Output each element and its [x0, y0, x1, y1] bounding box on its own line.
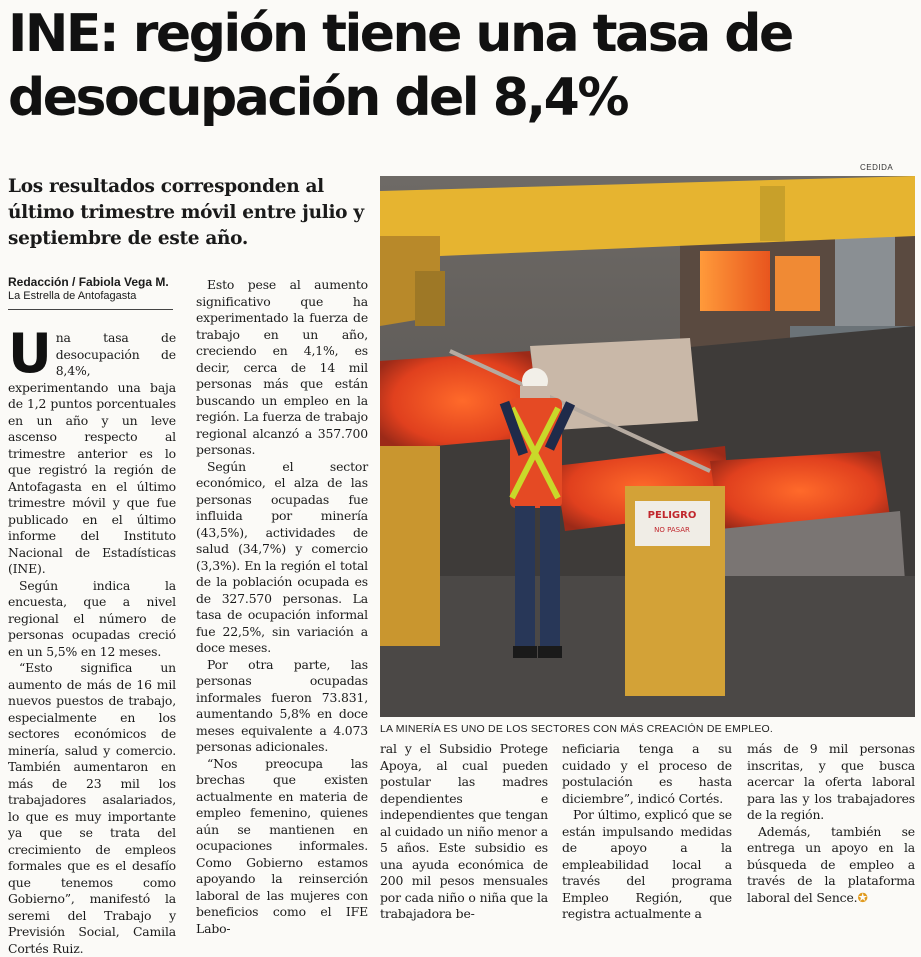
mining-photo [380, 176, 915, 717]
paragraph [8, 322, 176, 578]
paragraph: Por otra parte, las personas ocupadas informales fueron 73.831, aumentando 5,8% en doce meses equivalente a 4.073 personas adicionales. [196, 656, 368, 754]
photo-caption: LA MINERÍA ES UNO DE LOS SECTORES CON MÁS CREACIÓN DE EMPLEO. [380, 723, 774, 735]
paragraph: neficiaria tenga a su cuidado y el proceso de postulación es hasta diciembre”, indicó Cortés. [562, 741, 732, 806]
paragraph [747, 824, 915, 907]
photo-credit: CEDIDA [860, 163, 894, 172]
headline: INE: región tiene una tasa de desocupación del 8,4% [8, 4, 792, 128]
byline-block [8, 275, 178, 302]
paragraph: “Esto significa un aumento de más de 16 mil nuevos puestos de trabajo, especialmente en los sectores económicos de minería, salud y comercio. También aumentaron en más de 23 mil los trabajadores asalariados, lo que es muy importante ya que se trata del crecimiento de empleos formales que es el desafío que tenemos como Gobierno”, manifestó la seremi del Trabajo y Previsión Social, Camila Cortés Ruiz. [8, 660, 176, 956]
paragraph-text: na tasa de desocupación de 8,4%, experimentando una baja de 1,2 puntos porcentuales en un año y un leve ascenso respecto al trimestre anterior es lo que registró la región de Antofagasta en el último trimestre móvil y que fue publicado en el último informe del Instituto Nacional de Estadísticas (INE). [8, 330, 176, 576]
body-column-2 [196, 277, 368, 937]
danger-sign-line1: PELIGRO [647, 510, 697, 521]
paragraph: ral y el Subsidio Protege Apoya, al cual pueden postular las madres dependientes e independientes que tengan al cuidado un niño menor a 5 años. Este subsidio es una ayuda económica de 200 mil pesos mensuales por cada niño o niña que la trabajadora be- [380, 741, 548, 921]
paragraph: “Nos preocupa las brechas que existen actualmente en materia de empleo femenino, quienes aún se mantienen en ocupaciones informales. Como Gobierno estamos apoyando la reinserción laboral de las mujeres con beneficios como el IFE Labo- [196, 755, 368, 936]
byline-divider [8, 309, 173, 310]
body-column-1 [8, 322, 176, 957]
paragraph-text: Además, también se entrega un apoyo en la búsqueda de empleo a través de la plataforma laboral del Sence. [747, 823, 915, 905]
paragraph: Esto pese al aumento significativo que ha experimentado la fuerza de trabajo en un año, creciendo en 4,1%, es decir, cerca de 14 mil personas más que están buscando un empleo en la región. La fuerza de trabajo regional alcanzó a 357.700 personas. [196, 277, 368, 457]
body-column-4 [562, 741, 732, 923]
paragraph: Según el sector económico, el alza de las personas ocupadas fue influida por minería (43,5%), actividades de salud (34,7%) y comercio (3,3%). En la región el total de la población ocupada es de 327.570 personas. La tasa de ocupación informal fue 22,5%, sin variación a doce meses. [196, 458, 368, 655]
body-column-3 [380, 741, 548, 923]
drop-cap: U [8, 322, 52, 385]
paragraph: más de 9 mil personas inscritas, y que busca acercar la oferta laboral para las y los trabajadores de la región. [747, 741, 915, 822]
paragraph: Por último, explicó que se están impulsando medidas de apoyo a la empleabilidad local a través del programa Empleo Región, que registra actualmente a [562, 807, 732, 921]
end-mark-icon: ✪ [857, 889, 868, 905]
danger-sign-line2: NO PASAR [654, 526, 690, 534]
subheadline: Los resultados corresponden al último trimestre móvil entre julio y septiembre de este año. [8, 176, 364, 249]
body-column-5 [747, 741, 915, 906]
paragraph: Según indica la encuesta, que a nivel regional el número de personas ocupadas creció en un 5,5% en 12 meses. [8, 577, 176, 659]
byline-publication: La Estrella de Antofagasta [8, 290, 137, 302]
byline-author: Redacción / Fabiola Vega M. [8, 275, 169, 289]
